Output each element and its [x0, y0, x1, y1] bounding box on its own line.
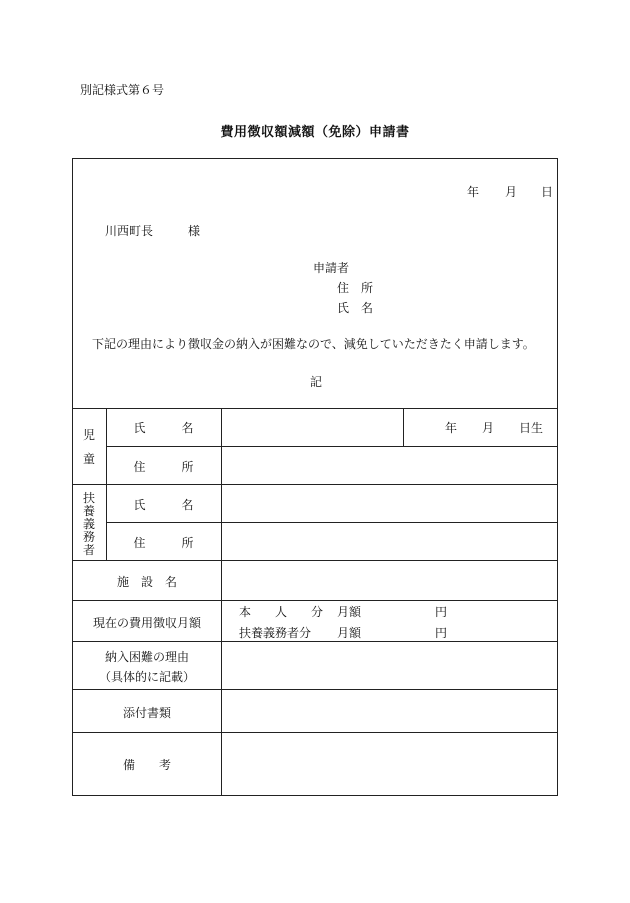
- request-statement: 下記の理由により徴収金の納入が困難なので、減免していただきたく申請します。: [92, 337, 535, 351]
- applicant-address-label: 住 所: [337, 281, 374, 295]
- form-number: 別記様式第６号: [80, 83, 165, 97]
- guardian-group-char-3: 義: [82, 517, 95, 531]
- document-title: 費用徴収額減額（免除）申請書: [220, 125, 410, 140]
- label-divider: [221, 408, 222, 796]
- guardian-row-line: [106, 522, 558, 523]
- birth-day: 日生: [519, 421, 544, 435]
- fee-guardian-label: 扶養義務者分: [239, 626, 312, 640]
- ki-heading: 記: [310, 375, 323, 389]
- reason-label-line2: （具体的に記載）: [98, 670, 195, 684]
- birth-divider: [403, 408, 404, 446]
- birth-year: 年: [445, 421, 458, 435]
- guardian-address-label: 住 所: [133, 536, 194, 550]
- date-month: 月: [505, 185, 518, 199]
- table-top-line: [73, 408, 558, 409]
- child-bottom-line: [73, 484, 558, 485]
- facility-bottom-line: [73, 600, 558, 601]
- applicant-label: 申請者: [313, 261, 350, 275]
- attachments-label: 添付書類: [122, 706, 171, 720]
- child-address-label: 住 所: [133, 460, 194, 474]
- fee-self-yen: 円: [435, 605, 448, 619]
- date-year: 年: [467, 185, 480, 199]
- fee-self-monthly: 月額: [337, 605, 362, 619]
- reason-label-line1: 納入困難の理由: [104, 650, 189, 664]
- reason-bottom-line: [73, 689, 558, 690]
- child-group-char-1: 児: [82, 428, 95, 442]
- birth-month: 月: [482, 421, 495, 435]
- current-fee-label: 現在の費用徴収月額: [92, 616, 201, 630]
- form-box: [72, 158, 558, 796]
- date-day: 日: [541, 185, 554, 199]
- child-name-label: 氏 名: [133, 421, 194, 435]
- guardian-group-char-5: 者: [82, 543, 95, 557]
- honorific: 様: [188, 224, 201, 238]
- fee-bottom-line: [73, 641, 558, 642]
- fee-guardian-yen: 円: [435, 626, 448, 640]
- child-group-char-2: 童: [82, 452, 95, 466]
- fee-guardian-monthly: 月額: [337, 626, 362, 640]
- guardian-bottom-line: [73, 560, 558, 561]
- applicant-name-label: 氏 名: [337, 301, 374, 315]
- guardian-name-label: 氏 名: [133, 498, 194, 512]
- addressee: 川西町長: [105, 224, 154, 238]
- remarks-label: 備 考: [122, 758, 171, 772]
- fee-self-label: 本 人 分: [239, 605, 324, 619]
- attachments-bottom-line: [73, 732, 558, 733]
- guardian-group-char-1: 扶: [82, 491, 95, 505]
- guardian-group-char-4: 務: [82, 530, 95, 544]
- guardian-group-char-2: 養: [82, 504, 95, 518]
- child-row-line: [106, 446, 558, 447]
- facility-label: 施 設 名: [116, 575, 177, 589]
